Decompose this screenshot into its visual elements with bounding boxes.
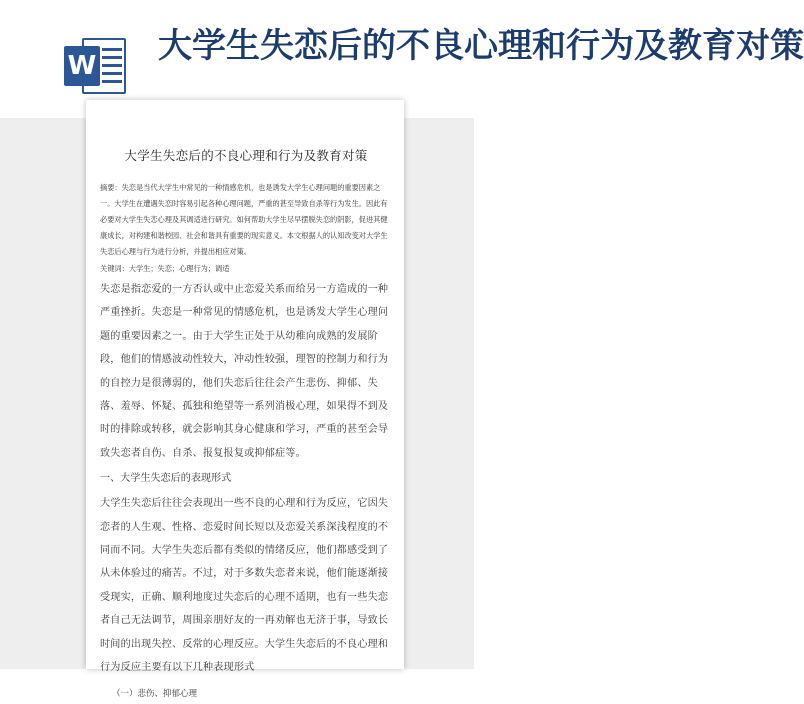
section-heading: 一、大学生失恋后的表现形式 bbox=[100, 473, 232, 485]
intro-paragraph: 失恋是指恋爱的一方否认或中止恋爱关系而给另一方造成的一种严重挫折。失恋是一种常见的情感危机，也是诱发大学生心理问题的重要因素之一。由于大学生正处于从幼稚向成熟的发展阶段，他们的情感波动性较大，冲动性较强，理智的控制力和行为的自控力是很薄弱的，他们失恋后往往会产生悲伤、抑郁、失落、羞辱、怀疑、孤独和绝望等一系列消极心理，如果得不到及时的排除或转移，就会影响其身心健康和学习，严重的甚至会导致失恋者自伤、自杀、报复报复或抑郁症等。 bbox=[100, 284, 389, 459]
document-content bbox=[100, 146, 392, 704]
subsection-heading: （一）悲伤、抑郁心理 bbox=[112, 688, 198, 699]
word-document-icon bbox=[64, 38, 126, 94]
banner-title: 大学生失恋后的不良心理和行为及教育对策 bbox=[158, 26, 804, 66]
section-paragraph: 大学生失恋后往往会表现出一些不良的心理和行为反应，它因失恋者的人生观、性格、恋爱时间长短以及恋爱关系深浅程度的不同而不同。大学生失恋后都有类似的情绪反应，他们都感受到了从未体验过的痛苦。不过，对于多数失恋者来说，他们能逐渐接受现实，正确、顺利地度过失恋后的心理不适期，也有一些失恋者自己无法调节，周围亲朋好友的一再劝解也无济于事，导致长时间的出现失控、反常的心理反应。大学生失恋后的不良心理和行为反应主要有以下几种表现形式 bbox=[100, 498, 389, 674]
word-letter-badge: W bbox=[64, 46, 100, 86]
abstract-paragraph: 摘要：失恋是当代大学生中常见的一种情感危机，也是诱发大学生心理问题的重要因素之一。大学生在遭遇失恋时容易引起各种心理问题，严重的甚至导致自杀等行为发生。因此有必要对大学生失恋心理及其调适进行研究。如何帮助大学生尽早摆脱失恋的阴影，促进其健康成长，对构建和谐校园、社会和谐具有重要的现实意义。本文根据人的认知改变对大学生失恋后心理与行为进行分析，并提出相应对策。 bbox=[100, 183, 388, 256]
keywords-line: 关键词：大学生；失恋；心理行为；调适 bbox=[100, 264, 230, 273]
document-page[interactable] bbox=[86, 100, 404, 699]
document-title: 大学生失恋后的不良心理和行为及教育对策 bbox=[124, 148, 368, 163]
